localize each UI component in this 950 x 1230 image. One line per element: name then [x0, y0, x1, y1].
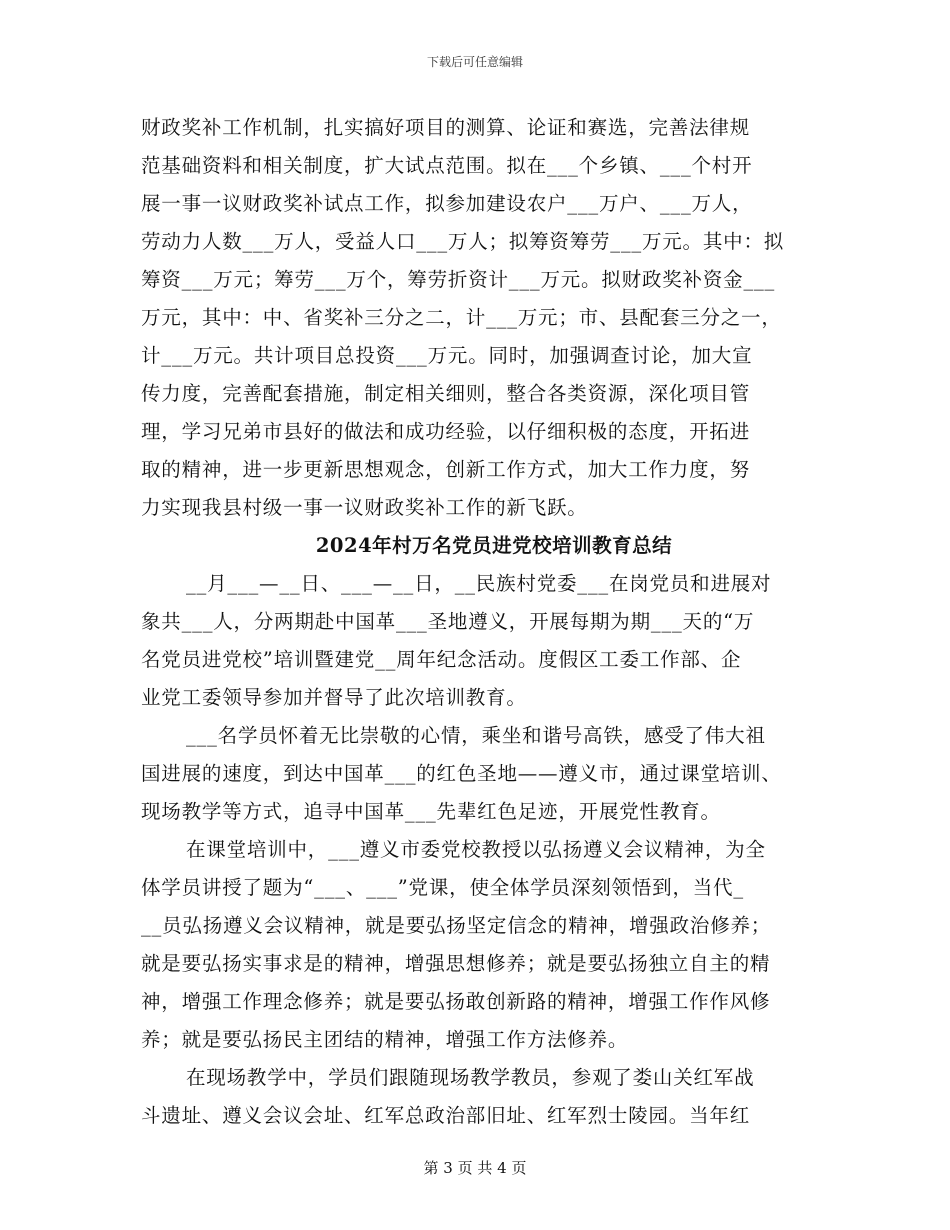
text-line: 名党员进党校”培训暨建党__周年纪念活动。度假区工委工作部、企 [141, 648, 742, 671]
text-line: 财政奖补工作机制，扎实搞好项目的测算、论证和赛选，完善法律规 [141, 116, 751, 139]
text-line: 传力度，完善配套措施，制定相关细则，整合各类资源，深化项目管 [141, 382, 751, 405]
text-line: 在现场教学中，学员们跟随现场教学教员，参观了娄山关红军战 [186, 1066, 755, 1089]
text-line: 国进展的速度，到达中国革___的红色圣地——遵义市，通过课堂培训、 [141, 762, 782, 785]
text-line: 在课堂培训中，___遵义市委党校教授以弘扬遵义会议精神，为全 [186, 838, 766, 861]
page-header-note: 下载后可任意编辑 [426, 55, 523, 69]
text-line: 就是要弘扬实事求是的精神，增强思想修养；就是要弘扬独立自主的精 [141, 952, 771, 975]
text-line: ___名学员怀着无比崇敬的心情，乘坐和谐号高铁，感受了伟大祖 [186, 724, 766, 747]
text-line: 展一事一议财政奖补试点工作，拟参加建设农户___万户、___万人， [141, 192, 753, 215]
document-body [141, 109, 821, 1135]
text-line: 计___万元。共计项目总投资___万元。同时，加强调查讨论，加大宣 [141, 344, 753, 367]
text-line: 养；就是要弘扬民主团结的精神，增强工作方法修养。 [141, 1028, 629, 1051]
page-number: 第 3 页 共 4 页 [423, 1159, 527, 1177]
text-line: 力实现我县村级一事一议财政奖补工作的新飞跃。 [141, 496, 588, 519]
text-line: 范基础资料和相关制度，扩大试点范围。拟在___个乡镇、___个村开 [141, 154, 753, 177]
text-line: 斗遗址、遵义会议会址、红军总政治部旧址、红军烈士陵园。当年红 [141, 1104, 751, 1127]
text-line: __月___—__日、___—__日，__民族村党委___在岗党员和进展对 [186, 572, 772, 595]
text-line: __员弘扬遵义会议精神，就是要弘扬坚定信念的精神，增强政治修养； [141, 914, 772, 937]
text-line: 劳动力人数___万人，受益人口___万人；拟筹资筹劳___万元。其中：拟 [141, 230, 785, 253]
text-line: 业党工委领导参加并督导了此次培训教育。 [141, 686, 527, 709]
section-title: 2024年村万名党员进党校培训教育总结 [315, 534, 673, 557]
text-line: 体学员讲授了题为“___、___”党课，使全体学员深刻领悟到，当代_ [141, 876, 744, 899]
text-line: 现场教学等方式，追寻中国革___先辈红色足迹，开展党性教育。 [141, 800, 721, 823]
text-line: 理，学习兄弟市县好的做法和成功经验，以仔细积极的态度，开拓进 [141, 420, 751, 443]
text-line: 筹资___万元；筹劳___万个，筹劳折资计___万元。拟财政奖补资金___ [141, 268, 776, 291]
text-line: 象共___人，分两期赴中国革___圣地遵义，开展每期为期___天的“万 [141, 610, 755, 633]
text-line: 万元，其中：中、省奖补三分之二，计___万元；市、县配套三分之一， [141, 306, 782, 329]
text-line: 取的精神，进一步更新思想观念，创新工作方式，加大工作力度，努 [141, 458, 751, 481]
text-line: 神，增强工作理念修养；就是要弘扬敢创新路的精神，增强工作作风修 [141, 990, 771, 1013]
